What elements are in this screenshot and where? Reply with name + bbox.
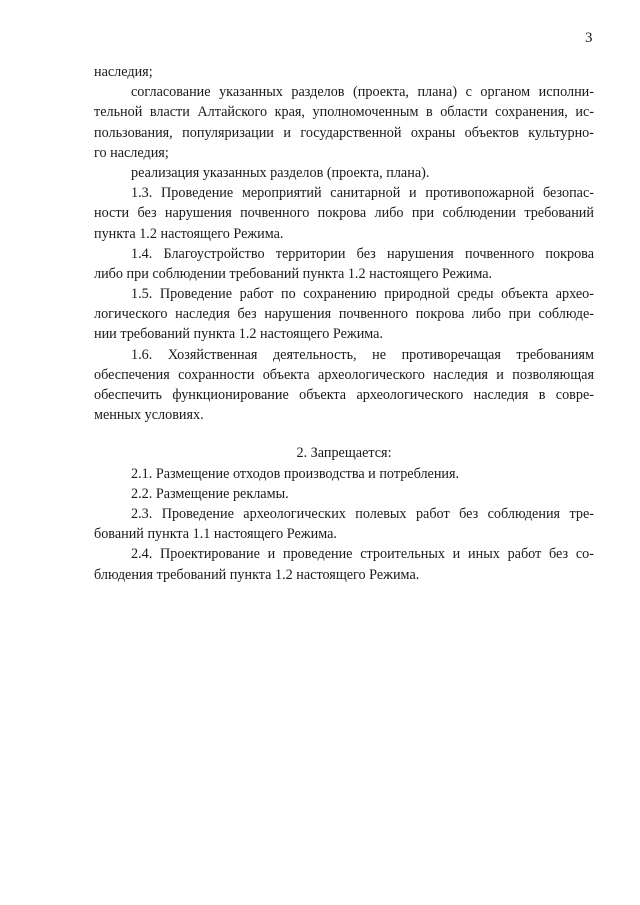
text-line: 1.5. Проведение работ по сохранению природной среды объекта архео- (131, 286, 594, 303)
text-line: 2.4. Проектирование и проведение строительных и иных работ без со- (131, 546, 594, 563)
text-line: нии требований пункта 1.2 настоящего Режима. (94, 326, 384, 343)
text-line: блюдения требований пункта 1.2 настоящего Режима. (94, 566, 420, 583)
text-line: 2.1. Размещение отходов производства и потребления. (131, 465, 460, 482)
text-line: 2.2. Размещение рекламы. (131, 485, 289, 502)
text-line: пункта 1.2 настоящего Режима. (94, 225, 284, 242)
text-line: наследия; (94, 64, 153, 80)
text-line: обеспечения сохранности объекта археологического наследия и позволяющая (94, 366, 594, 383)
text-line: обеспечить функционирование объекта археологического наследия в совре- (94, 387, 594, 403)
document-body (94, 62, 594, 585)
text-line: пользования, популяризации и государственной охраны объектов культурно- (94, 124, 594, 141)
text-line: 1.3. Проведение мероприятий санитарной и противопожарной безопас- (131, 185, 594, 202)
text-line: менных условиях. (94, 407, 204, 424)
text-line: согласование указанных разделов (проекта, плана) с органом исполни- (131, 84, 594, 101)
paragraph-gap (94, 425, 594, 443)
text-line: 2.3. Проведение археологических полевых работ без соблюдения тре- (131, 505, 594, 522)
text-line: бований пункта 1.1 настоящего Режима. (94, 526, 337, 543)
text-line: го наследия; (94, 144, 169, 161)
page-number: 3 (585, 30, 593, 46)
text-line: ности без нарушения почвенного покрова либо при соблюдении требований (94, 205, 594, 222)
section-heading: 2. Запрещается: (296, 445, 392, 462)
text-line: 1.6. Хозяйственная деятельность, не противоречащая требованиям (131, 346, 594, 363)
text-line: 1.4. Благоустройство территории без нарушения почвенного покрова (131, 245, 594, 262)
text-line: либо при соблюдении требований пункта 1.2 настоящего Режима. (94, 265, 493, 282)
text-line: реализация указанных разделов (проекта, плана). (131, 164, 430, 181)
text-line: тельной власти Алтайского края, уполномоченным в области сохранения, ис- (94, 104, 594, 121)
text-line: логического наследия без нарушения почвенного покрова либо при соблюде- (94, 306, 594, 323)
